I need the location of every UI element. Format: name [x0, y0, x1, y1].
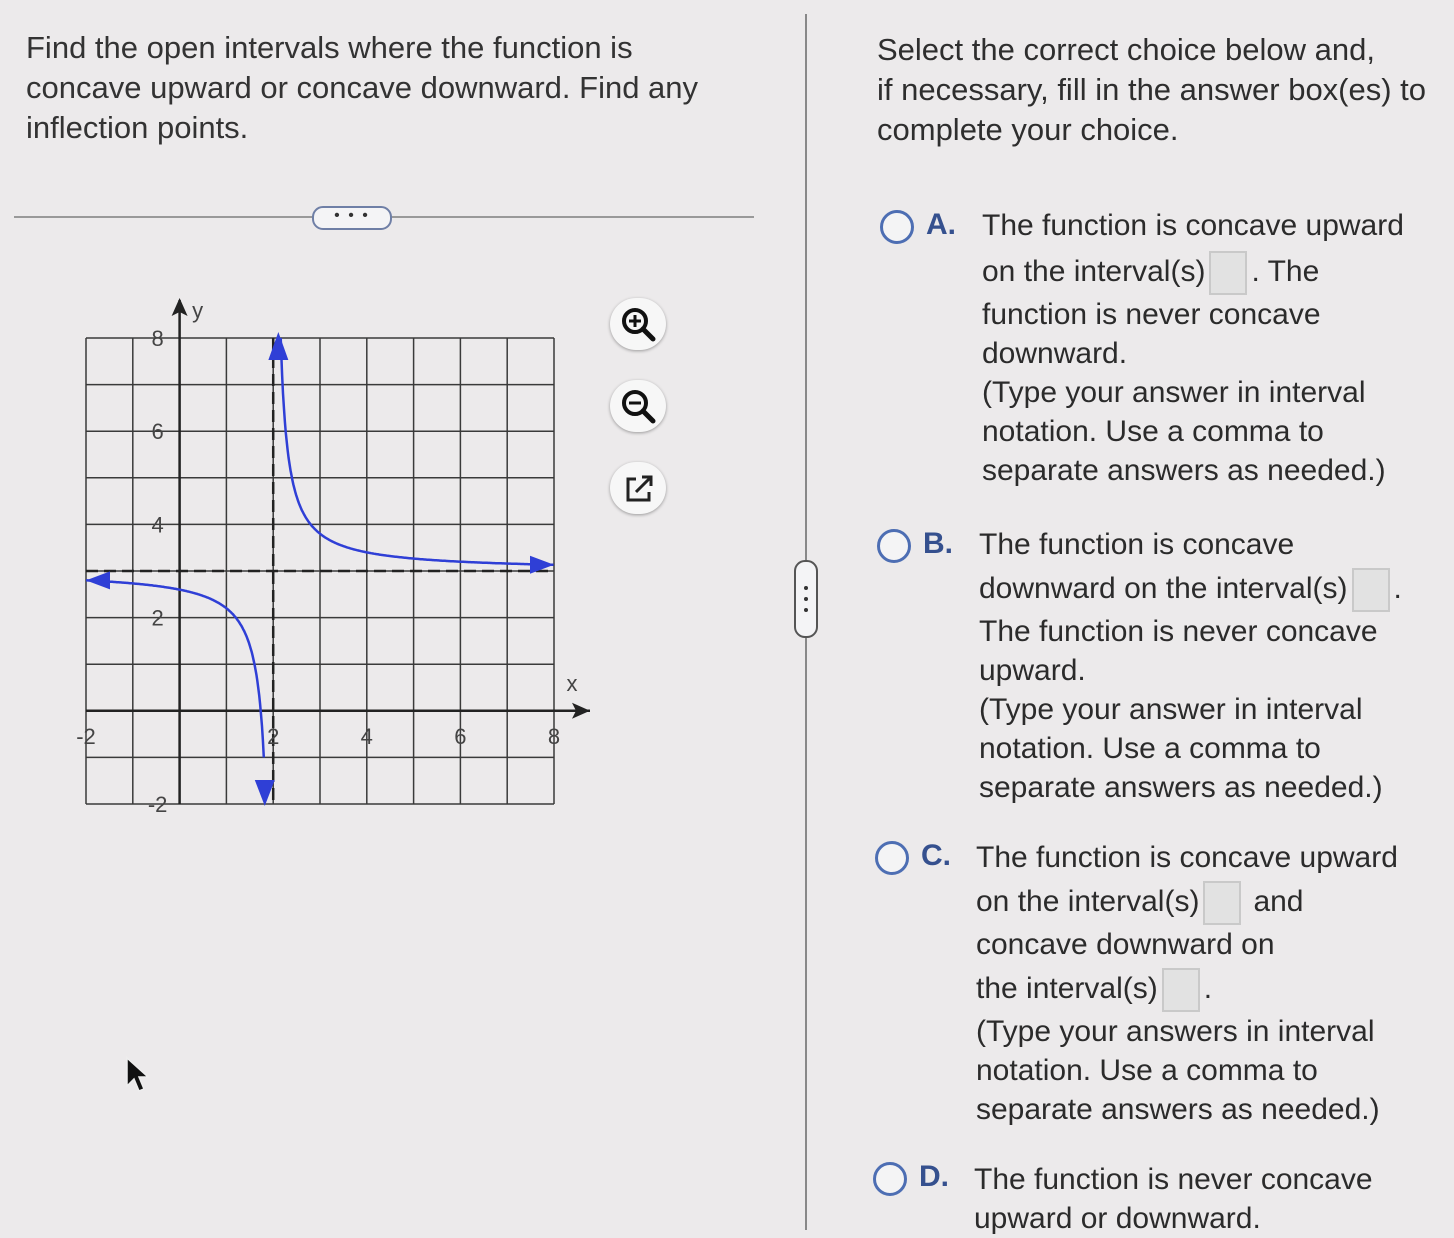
choice-text-line: The function is concave upward [976, 841, 1398, 874]
arrowhead-up [268, 332, 288, 360]
x-tick-label: 8 [547, 723, 561, 749]
zoom-in-icon [620, 306, 658, 344]
mouse-cursor-icon [124, 1056, 152, 1096]
choice-note-line: separate answers as needed.) [976, 1093, 1380, 1126]
choice-b-radio[interactable] [877, 529, 911, 563]
question-line: concave upward or concave downward. Find any [26, 70, 699, 105]
arrowhead-down [255, 780, 275, 806]
choice-text-line: The function is concave [979, 528, 1295, 561]
choice-note-line: (Type your answers in interval [976, 1015, 1375, 1048]
choice-text-line: upward or downward. [974, 1202, 1261, 1235]
graph-axes [86, 298, 590, 804]
x-axis-label: x [566, 670, 578, 696]
instruction-line: complete your choice. [877, 112, 1179, 147]
choice-text-line: . [1393, 571, 1402, 605]
choice-note-line: separate answers as needed.) [979, 771, 1383, 804]
choice-text-line: The function is never concave [974, 1163, 1373, 1196]
curve-left-branch [86, 580, 264, 757]
choice-a-radio[interactable] [880, 210, 914, 244]
choice-text-line: on the interval(s) [982, 254, 1206, 288]
answer-box-c-downward[interactable] [1162, 968, 1200, 1012]
choice-a-letter: A. [926, 208, 956, 241]
choice-note-line: notation. Use a comma to [976, 1054, 1318, 1087]
zoom-in-button[interactable] [610, 298, 666, 350]
choice-text-line: on the interval(s) [976, 884, 1200, 918]
external-link-icon [620, 470, 658, 508]
choice-c-radio[interactable] [875, 841, 909, 875]
choice-c-text [976, 838, 1446, 1129]
choice-note-line: notation. Use a comma to [982, 415, 1324, 448]
choice-d-radio[interactable] [873, 1162, 907, 1196]
choice-text-line: upward. [979, 654, 1086, 687]
choice-text-line: downward. [982, 337, 1128, 370]
graph-tick-labels [76, 298, 577, 817]
choice-d-letter: D. [919, 1160, 949, 1193]
question-line: inflection points. [26, 110, 249, 145]
x-tick-label: 2 [267, 723, 280, 749]
choice-text-line: . [1203, 971, 1213, 1005]
choice-note-line: notation. Use a comma to [979, 732, 1321, 765]
choice-note-line: separate answers as needed.) [982, 454, 1386, 487]
y-axis-label: y [192, 298, 204, 323]
zoom-out-button[interactable] [610, 380, 666, 432]
y-tick-label: 6 [151, 419, 164, 445]
choice-b-text [979, 525, 1449, 807]
y-tick-label: -2 [147, 792, 168, 817]
choice-text-line: downward on the interval(s) [979, 571, 1348, 605]
choice-text-line: and [1253, 884, 1304, 918]
choice-c-letter: C. [921, 839, 951, 872]
zoom-out-icon [620, 388, 658, 426]
y-tick-label: 8 [151, 326, 164, 351]
x-tick-label: 6 [454, 723, 467, 749]
y-tick-label: 4 [151, 512, 164, 538]
open-in-new-window-button[interactable] [610, 462, 666, 514]
choice-a-text [982, 206, 1452, 490]
choice-note-line: (Type your answer in interval [982, 376, 1366, 409]
answer-box-a[interactable] [1209, 251, 1247, 295]
choice-text-line: concave downward on [976, 928, 1275, 961]
instruction-line: if necessary, fill in the answer box(es) to [877, 72, 1427, 107]
choice-text-line: The function is concave upward [982, 209, 1404, 242]
choice-text-line: function is never concave [982, 298, 1321, 331]
x-tick-label: -2 [76, 723, 96, 749]
expand-panel-button[interactable] [794, 560, 818, 638]
y-tick-label: 2 [151, 605, 164, 631]
instructions [877, 30, 1447, 150]
choice-b-letter: B. [923, 527, 953, 560]
choice-text-line: . The [1251, 254, 1320, 288]
expand-more-button[interactable]: • • • [312, 206, 392, 230]
choice-text-line: The function is never concave [979, 615, 1378, 648]
answer-box-c-upward[interactable] [1203, 881, 1241, 925]
x-tick-label: 4 [360, 723, 373, 749]
question-line: Find the open intervals where the function is [26, 30, 633, 65]
choice-d-text [974, 1160, 1444, 1238]
choice-note-line: (Type your answer in interval [979, 693, 1363, 726]
arrowhead-left [86, 571, 110, 589]
instruction-line: Select the correct choice below and, [877, 32, 1375, 67]
choice-text-line: the interval(s) [976, 971, 1158, 1005]
answer-box-b[interactable] [1352, 568, 1390, 612]
